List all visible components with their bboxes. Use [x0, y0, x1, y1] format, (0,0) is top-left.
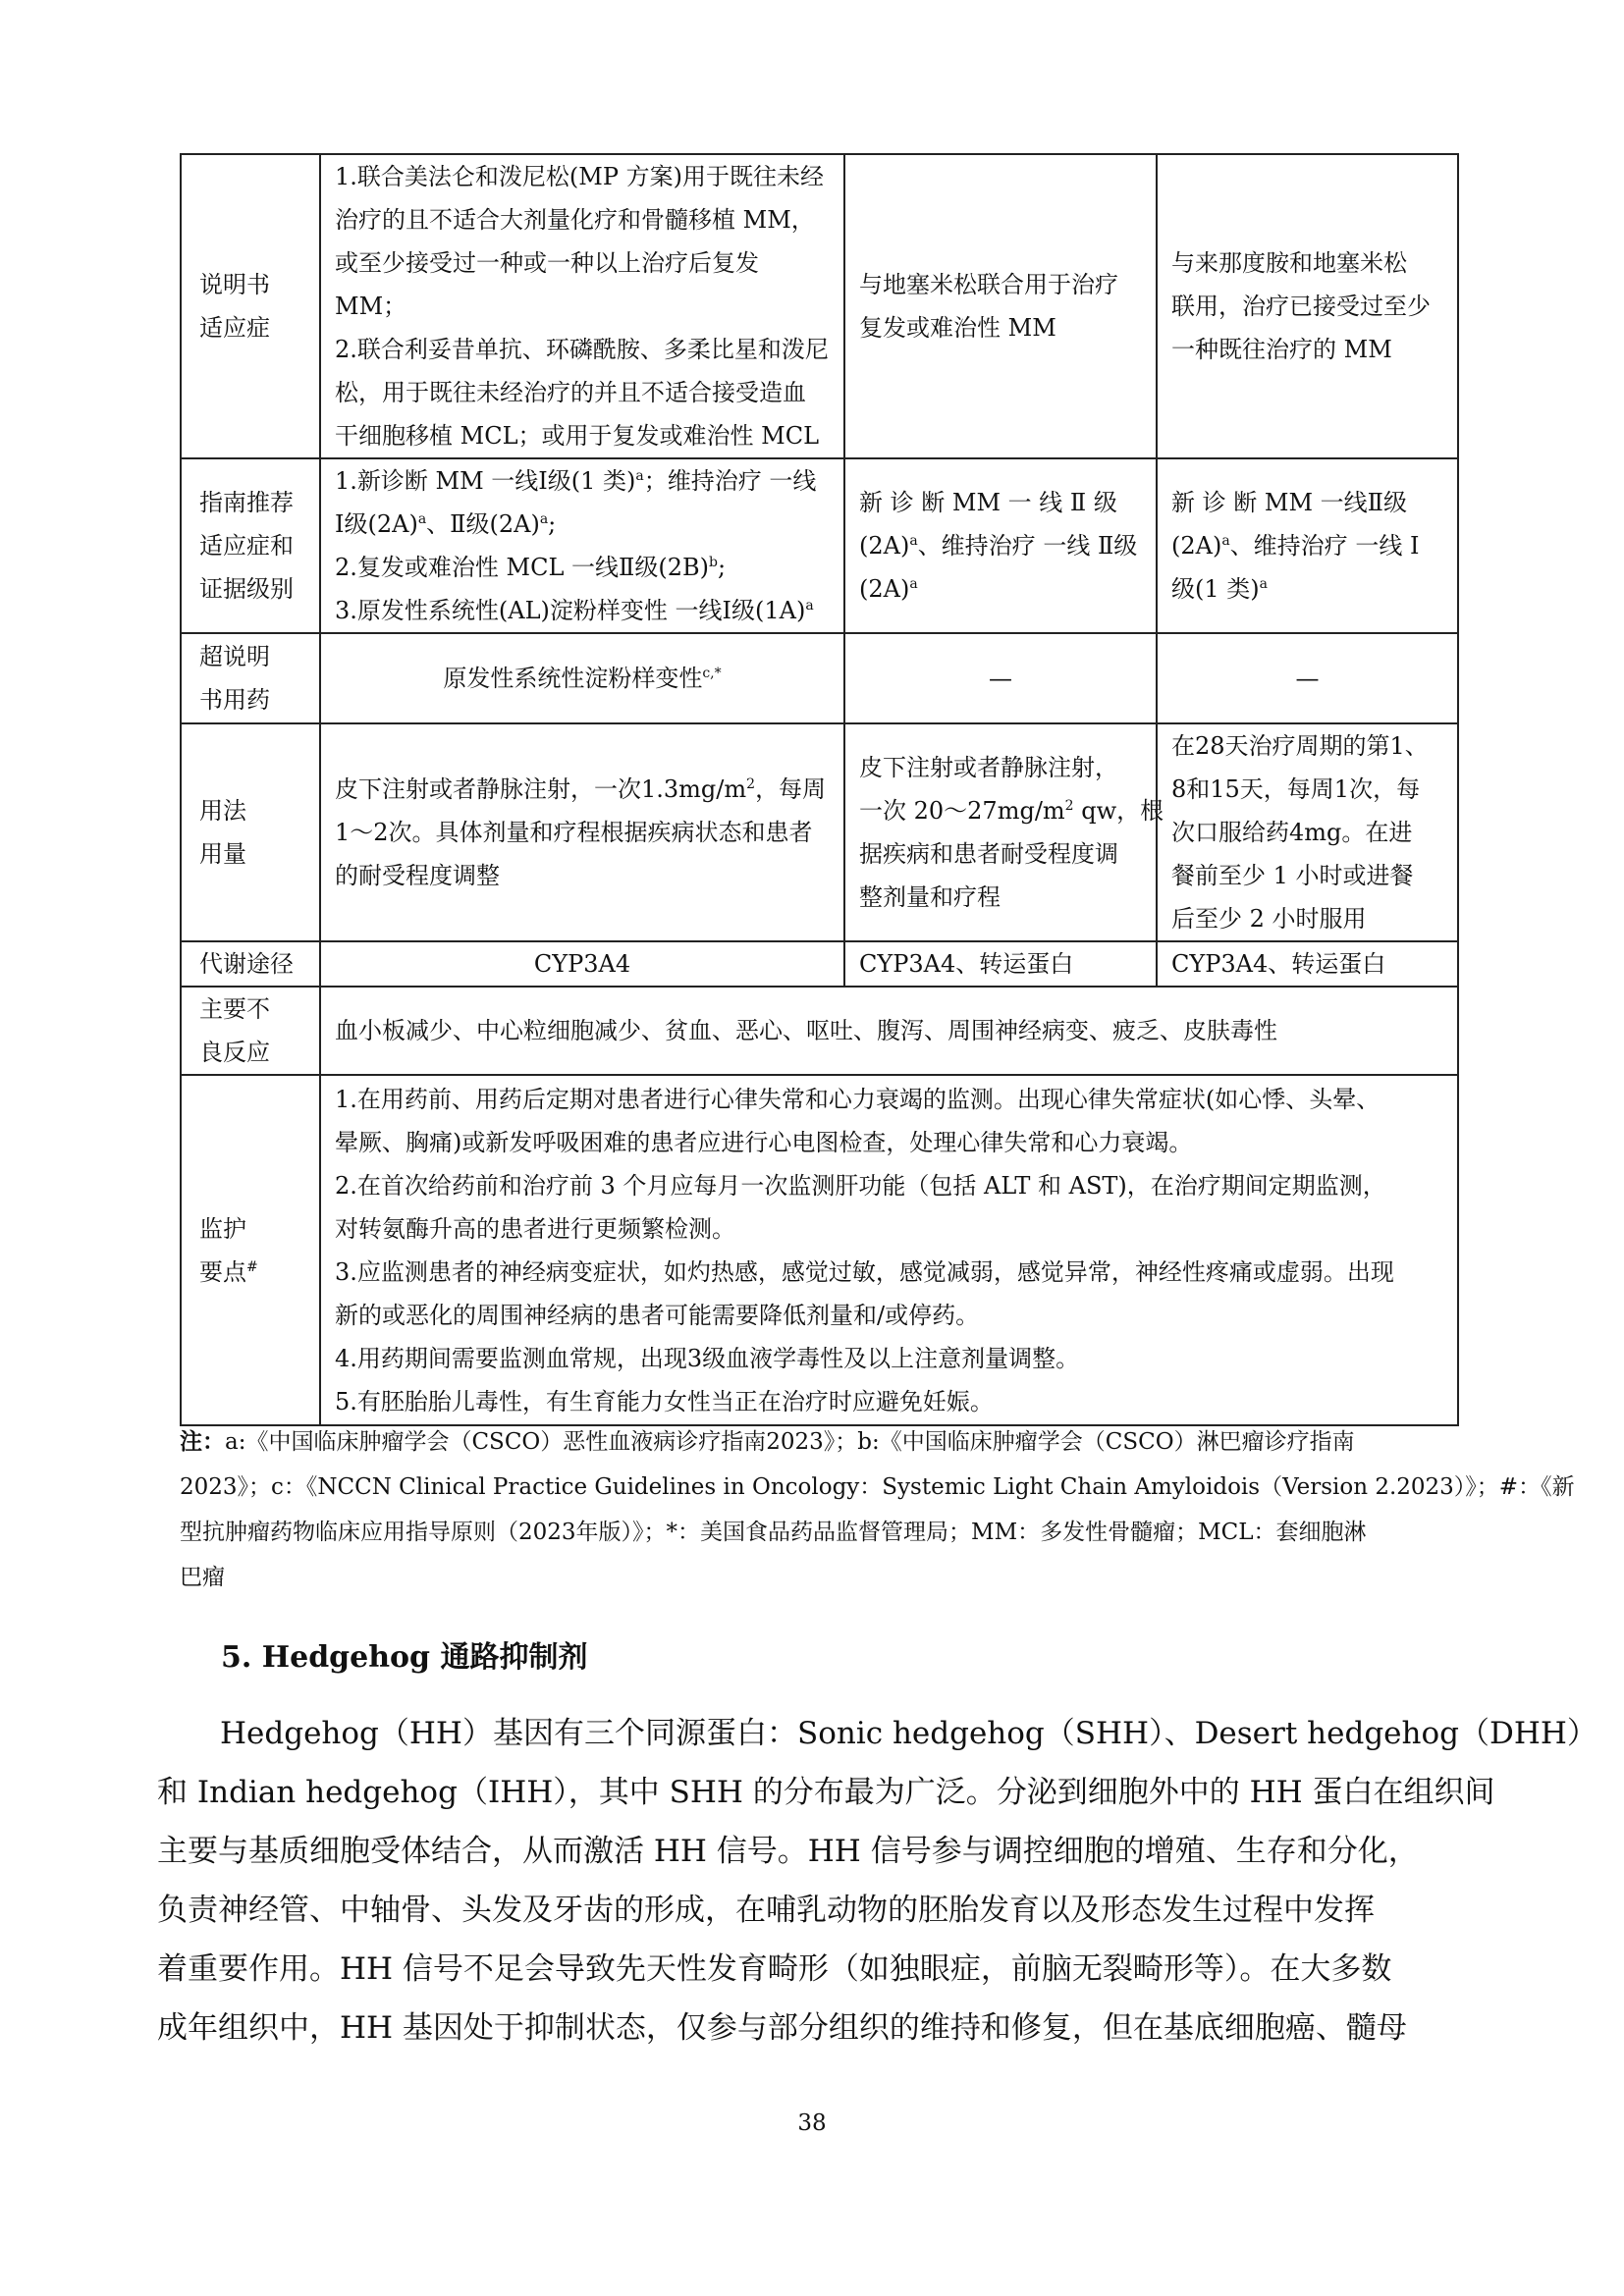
- row-header-dosage: 用法 用量: [181, 723, 320, 941]
- row-header-offlabel: 超说明 书用药: [181, 633, 320, 723]
- monitoring-cell: 1.在用药前、用药后定期对患者进行心律失常和心力衰竭的监测。出现心律失常症状(如心悸、头晕、 晕厥、胸痛)或新发呼吸困难的患者应进行心电图检查，处理心律失常和心力衰竭。 2.在首次给药前和治疗前 3 个月应每月一次监测肝功能（包括 ALT 和 AST)，在治疗期间定期监测， 对转氨酶升高的患者进行更频繁检测。 3.应监测患者的神经病变症状，如灼热感，感觉过敏，感觉减弱，感觉异常，神经性疼痛或虚弱。出现 新的或恶化的周围神经病的患者可能需要降低剂量和/或停药。 4.用药期间需要监测血常规，出现3级血液学毒性及以上注意剂量调整。 5.有胚胎胎儿毒性，有生育能力女性当正在治疗时应避免妊娠。: [320, 1075, 1458, 1425]
- drug-comparison-table: [180, 153, 1459, 1426]
- page-number: 38: [797, 2110, 827, 2136]
- indication-cell-drug3: 与来那度胺和地塞米松 联用，治疗已接受过至少 一种既往治疗的 MM: [1157, 154, 1458, 458]
- table-notes: 注：a:《中国临床肿瘤学会（CSCO）恶性血液病诊疗指南2023》；b:《中国临床肿瘤学会（CSCO）淋巴瘤诊疗指南 2023》；c：《NCCN Clinical Practice Guidelines in Oncology：Systemic Light Chain Amyloidois（Version 2.2023）》；#：《新 型抗肿瘤药物临床应用指导原则（2023年版）》；*：美国食品药品监督管理局；MM：多发性骨髓瘤；MCL：套细胞淋 巴瘤: [180, 1428, 1575, 1590]
- body-paragraph: Hedgehog（HH）基因有三个同源蛋白：Sonic hedgehog（SHH）、Desert hedgehog（DHH） 和 Indian hedgehog（IHH），其中 SHH 的分布最为广泛。分泌到细胞外中的 HH 蛋白在组织间 主要与基质细胞受体结合，从而激活 HH 信号。HH 信号参与调控细胞的增殖、生存和分化， 负责神经管、中轴骨、头发及牙齿的形成，在哺乳动物的胚胎发育以及形态发生过程中发挥 着重要作用。HH 信号不足会导致先天性发育畸形（如独眼症，前脑无裂畸形等）。在大多数 成年组织中，HH 基因处于抑制状态，仅参与部分组织的维持和修复，但在基底细胞癌、髓母: [157, 1716, 1597, 2046]
- indication-cell-drug2: 与地塞米松联合用于治疗 复发或难治性 MM: [844, 154, 1157, 458]
- offlabel-cell-drug2: —: [844, 633, 1157, 723]
- dosage-cell-drug2: 皮下注射或者静脉注射， 一次 $20\sim 27mg/m^2$ qw，根 据疾病和患者耐受程度调 整剂量和疗程: [844, 723, 1157, 941]
- table-row-guideline: [181, 458, 1458, 633]
- metabolism-cell-drug3: CYP3A4、转运蛋白: [1157, 941, 1458, 987]
- table-row-monitoring: [181, 1075, 1458, 1425]
- metabolism-cell-drug1: CYP3A4: [320, 941, 844, 987]
- guideline-cell-drug1: 1.新诊断 MM 一线Ⅰ级(1 类)$^a$；维持治疗 一线 Ⅰ级$(2A)^a$、Ⅱ级$(2A)^a$; 2.复发或难治性 MCL 一线Ⅱ级$(2B)^b$; 3.原发性系统性(AL)淀粉样变性 一线Ⅰ级$(1A)^a$: [320, 458, 844, 633]
- guideline-cell-drug3: 新 诊 断 MM 一线Ⅱ级 $(2A)^a$、维持治疗 一线 Ⅰ 级(1 类)$^a$: [1157, 458, 1458, 633]
- offlabel-cell-drug3: —: [1157, 633, 1458, 723]
- table-row-indication: [181, 154, 1458, 458]
- indication-cell-drug1: 1.联合美法仑和泼尼松(MP 方案)用于既往未经 治疗的且不适合大剂量化疗和骨髓移植 MM， 或至少接受过一种或一种以上治疗后复发 MM； 2.联合利妥昔单抗、环磷酰胺、多柔比星和泼尼 松，用于既往未经治疗的并且不适合接受造血 干细胞移植 MCL；或用于复发或难治性 MCL: [320, 154, 844, 458]
- table-row-metabolism: [181, 941, 1458, 987]
- table-row-adverse: [181, 987, 1458, 1075]
- adverse-cell: 血小板减少、中心粒细胞减少、贫血、恶心、呕吐、腹泻、周围神经病变、疲乏、皮肤毒性: [320, 987, 1458, 1075]
- table-row-offlabel: [181, 633, 1458, 723]
- dosage-cell-drug1: 皮下注射或者静脉注射，一次$1.3mg/m^2$，每周 1～2次。具体剂量和疗程根据疾病状态和患者 的耐受程度调整: [320, 723, 844, 941]
- offlabel-cell-drug1: 原发性系统性淀粉样变性$^{c,*}$: [320, 633, 844, 723]
- row-header-metabolism: 代谢途径: [181, 941, 320, 987]
- row-header-indication: 说明书 适应症: [181, 154, 320, 458]
- notes-label: 注：: [180, 1428, 225, 1455]
- row-header-guideline: 指南推荐 适应症和 证据级别: [181, 458, 320, 633]
- guideline-cell-drug2: 新 诊 断 MM 一 线 Ⅱ 级 $(2A)^a$、维持治疗 一线 Ⅱ级 $(2A)^a$: [844, 458, 1157, 633]
- dosage-cell-drug3: 在28天治疗周期的第1、 8和15天，每周1次，每 次口服给药4mg。在进 餐前至少 1 小时或进餐 后至少 2 小时服用: [1157, 723, 1458, 941]
- table-row-dosage: [181, 723, 1458, 941]
- metabolism-cell-drug2: CYP3A4、转运蛋白: [844, 941, 1157, 987]
- row-header-monitoring: 监护 要点#: [181, 1075, 320, 1425]
- section-heading: 5. Hedgehog 通路抑制剂: [221, 1640, 588, 1675]
- row-header-adverse: 主要不 良反应: [181, 987, 320, 1075]
